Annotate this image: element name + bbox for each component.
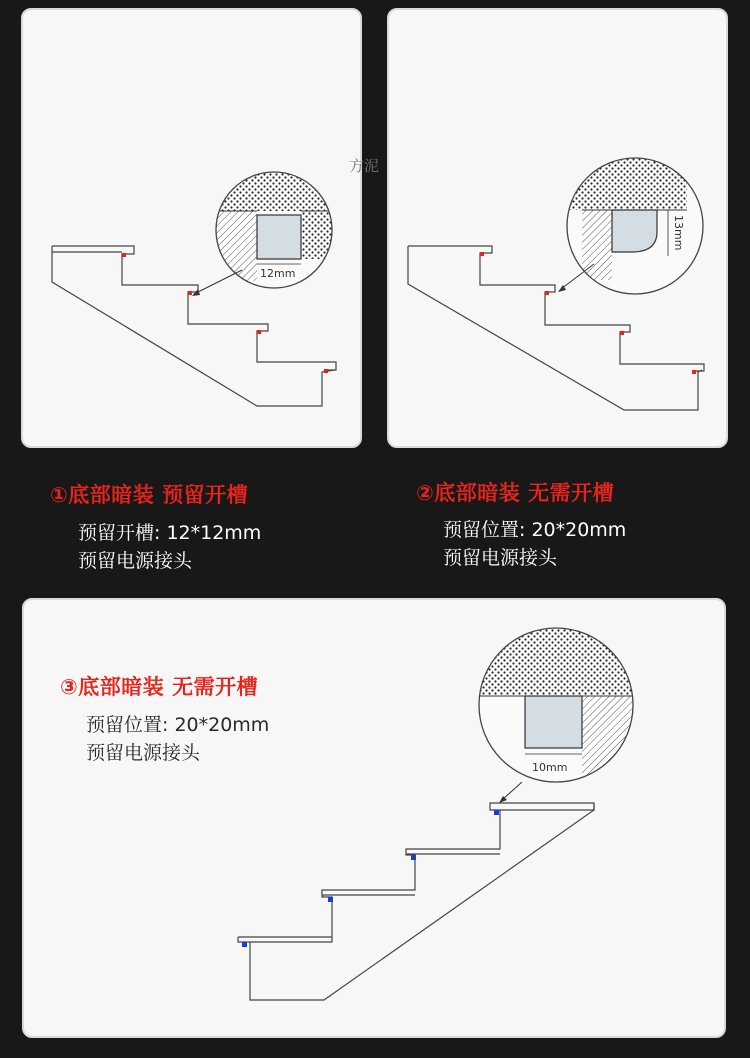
panel-1-note: 预留电源接头 bbox=[78, 550, 193, 572]
panel-2-card bbox=[349, 8, 728, 448]
panel-3-note: 预留电源接头 bbox=[86, 742, 201, 764]
panel-1-card bbox=[21, 8, 362, 448]
dimension-label: 12mm bbox=[260, 267, 296, 280]
panel-3-title: ③底部暗装 无需开槽 bbox=[60, 675, 259, 699]
panel-2-title: ②底部暗装 无需开槽 bbox=[416, 481, 615, 505]
panel-3-card bbox=[22, 598, 726, 1038]
callout-arrow bbox=[502, 782, 522, 800]
dimension-label: 13mm bbox=[672, 215, 685, 251]
stair-diagram-3 bbox=[24, 600, 728, 1040]
dimension-label: 10mm bbox=[532, 761, 568, 774]
led-light-markers bbox=[242, 810, 499, 947]
panel-2-spec: 预留位置: 20*20mm bbox=[443, 519, 627, 541]
panel-1-spec: 预留开槽: 12*12mm bbox=[78, 522, 262, 544]
panel-1-title: ①底部暗装 预留开槽 bbox=[50, 483, 249, 507]
panel-2-note: 预留电源接头 bbox=[443, 547, 558, 569]
stair-diagram-2 bbox=[389, 10, 730, 450]
stair-diagram-1 bbox=[23, 10, 364, 450]
detail-zoom-2 bbox=[562, 152, 712, 302]
watermark-text: 方泥 bbox=[349, 157, 380, 175]
callout-arrow bbox=[194, 270, 242, 294]
panel-3-spec: 预留位置: 20*20mm bbox=[86, 714, 270, 736]
